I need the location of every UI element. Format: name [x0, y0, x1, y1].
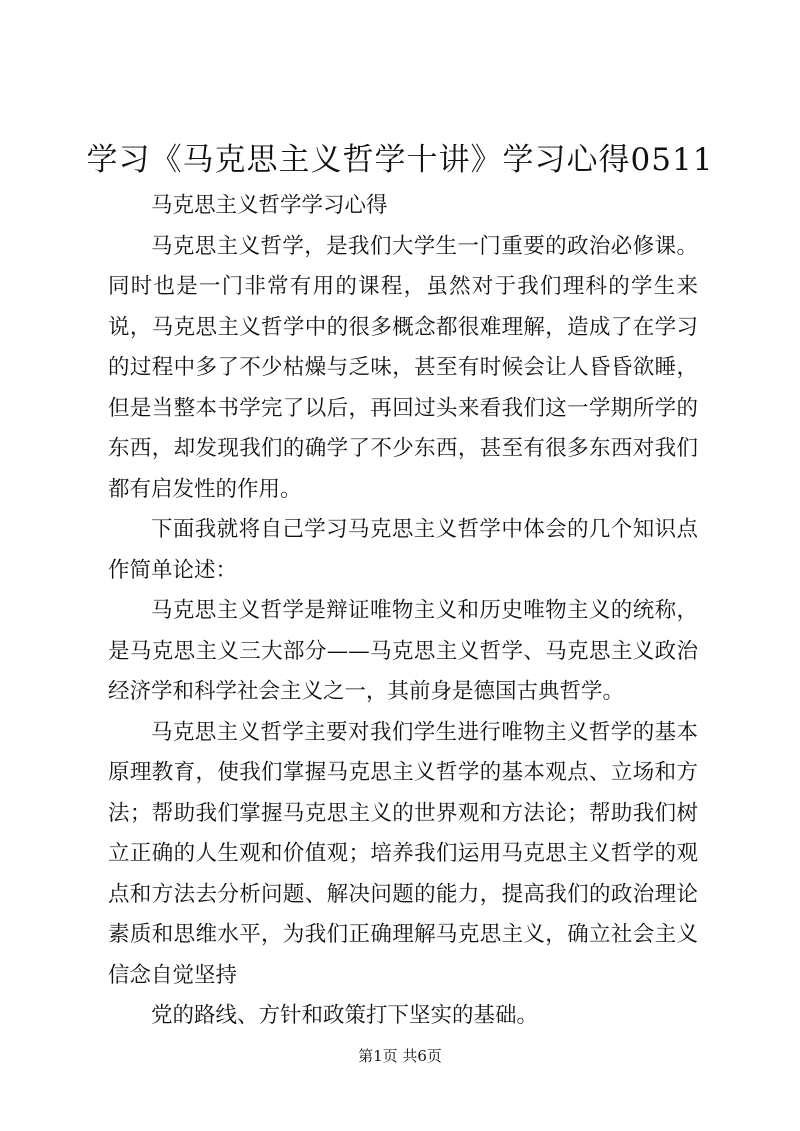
transition-paragraph: 下面我就将自己学习马克思主义哲学中体会的几个知识点作简单论述： — [108, 517, 698, 583]
subtitle-paragraph: 马克思主义哲学学习心得 — [151, 193, 388, 218]
page-footer: 第1页 共6页 — [358, 1047, 442, 1065]
definition-paragraph: 马克思主义哲学是辩证唯物主义和历史唯物主义的统称，是马克思主义三大部分——马克思主义哲学、马克思主义政治经济学和科学社会主义之一，其前身是德国古典哲学。 — [108, 598, 698, 704]
intro-paragraph: 马克思主义哲学，是我们大学生一门重要的政治必修课。同时也是一门非常有用的课程，虽然对于我们理科的学生来说，马克思主义哲学中的很多概念都很难理解，造成了在学习的过程中多了不少枯燥与乏味，甚至有时候会让人昏昏欲睡，但是当整本书学完了以后，再回过头来看我们这一学期所学的东西，却发现我们的确学了不少东西，甚至有很多东西对我们都有启发性的作用。 — [108, 233, 698, 502]
document-title: 学习《马克思主义哲学十讲》学习心得0511 — [86, 142, 714, 178]
purpose-paragraph: 马克思主义哲学主要对我们学生进行唯物主义哲学的基本原理教育，使我们掌握马克思主义哲学的基本观点、立场和方法；帮助我们掌握马克思主义的世界观和方法论；帮助我们树立正确的人生观和价值观；培养我们运用马克思主义哲学的观点和方法去分析问题、解决问题的能力，提高我们的政治理论素质和思维水平，为我们正确理解马克思主义，确立社会主义信念自觉坚持 — [108, 719, 698, 988]
document-body — [108, 186, 698, 1037]
closing-paragraph: 党的路线、方针和政策打下坚实的基础。 — [151, 1003, 539, 1028]
